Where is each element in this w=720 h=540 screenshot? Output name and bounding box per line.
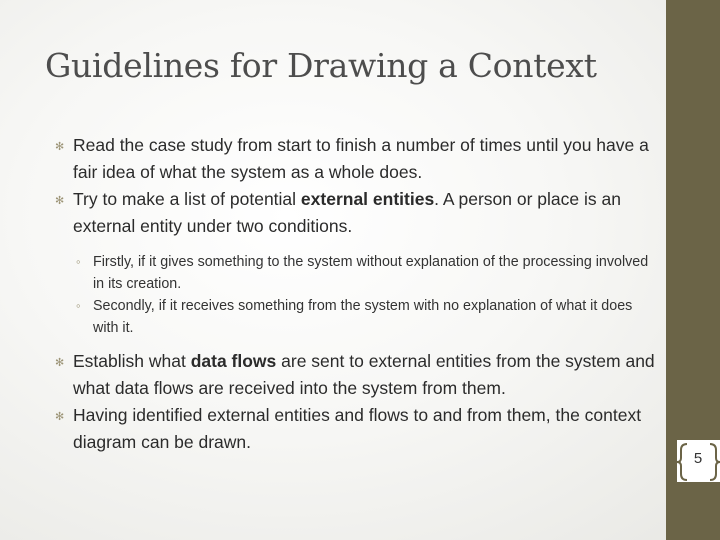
bullet-text: Read the case study from start to finish a number of times until you have a fair idea of what the system as a whole does. (73, 135, 649, 182)
sub-bullet-marker-icon: ◦ (76, 298, 81, 313)
bullet-bold-term: data flows (190, 351, 277, 371)
bullet-text: . A person or place is an external entity under two conditions. (73, 189, 621, 236)
bullet-text: Try to make a list of potential (73, 189, 301, 209)
slide-title: Guidelines for Drawing a Context (45, 46, 597, 85)
bullet-item (55, 186, 655, 240)
bullet-text: are sent to external entities from the system and what data flows are received into the system from them. (73, 351, 655, 398)
sub-bullet-text: Firstly, if it gives something to the system without explanation of the processing involved in its creation. (93, 254, 649, 292)
sub-bullet-marker-icon: ◦ (76, 254, 81, 269)
page-number: 5 (693, 450, 703, 467)
bullet-item (55, 348, 655, 402)
bullet-list (55, 132, 655, 456)
bullet-marker-icon: ✻ (55, 195, 65, 207)
bullet-item (55, 402, 655, 456)
sub-bullet-text: Secondly, if it receives something from the system with no explanation of what it does with it. (93, 298, 633, 336)
bullet-text: Establish what (73, 351, 191, 371)
bullet-marker-icon: ✻ (55, 357, 65, 369)
sub-bullet-item (76, 251, 655, 295)
bullet-marker-icon: ✻ (55, 411, 65, 423)
bullet-bold-term: external entities (300, 189, 435, 209)
sub-bullet-item (76, 295, 655, 339)
bullet-text: Having identified external entities and flows to and from them, the context diagram can be drawn. (73, 405, 642, 452)
bullet-marker-icon: ✻ (55, 141, 65, 153)
bullet-item (55, 132, 655, 186)
